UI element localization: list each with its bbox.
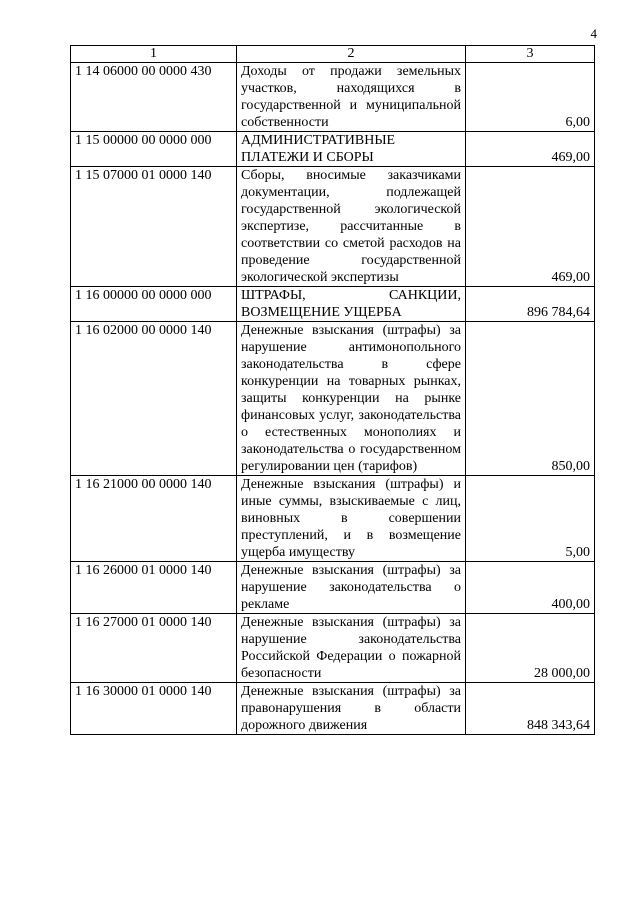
- row-amount: 896 784,64: [466, 287, 595, 322]
- budget-revenue-table: [70, 45, 595, 735]
- table-row: [71, 683, 595, 735]
- row-code: 1 16 21000 00 0000 140: [71, 476, 237, 562]
- table-row: [71, 132, 595, 167]
- row-description: Денежные взыскания (штрафы) за нарушение законодательства о рекламе: [237, 562, 466, 614]
- row-description: ШТРАФЫ, САНКЦИИ, ВОЗМЕЩЕНИЕ УЩЕРБА: [237, 287, 466, 322]
- row-code: 1 16 02000 00 0000 140: [71, 322, 237, 476]
- row-amount: 400,00: [466, 562, 595, 614]
- row-code: 1 16 27000 01 0000 140: [71, 614, 237, 683]
- table-row: [71, 322, 595, 476]
- row-code: 1 14 06000 00 0000 430: [71, 63, 237, 132]
- row-amount: 469,00: [466, 167, 595, 287]
- row-code: 1 16 30000 01 0000 140: [71, 683, 237, 735]
- row-description: Сборы, вносимые заказчиками документации, подлежащей государственной экологической экспертизе, рассчитанные в соответствии со сметой расходов на проведение государственной экологической экспертизы: [237, 167, 466, 287]
- table-row: [71, 287, 595, 322]
- row-amount: 5,00: [466, 476, 595, 562]
- table-row: [71, 167, 595, 287]
- row-code: 1 16 26000 01 0000 140: [71, 562, 237, 614]
- row-description: Доходы от продажи земельных участков, находящихся в государственной и муниципальной собственности: [237, 63, 466, 132]
- row-amount: 850,00: [466, 322, 595, 476]
- table-row: [71, 63, 595, 132]
- row-description: Денежные взыскания (штрафы) за нарушение законодательства Российской Федерации о пожарной безопасности: [237, 614, 466, 683]
- row-amount: 6,00: [466, 63, 595, 132]
- table-row: [71, 614, 595, 683]
- row-amount: 848 343,64: [466, 683, 595, 735]
- column-header-description: 2: [237, 46, 466, 63]
- row-code: 1 15 07000 01 0000 140: [71, 167, 237, 287]
- row-description: Денежные взыскания (штрафы) и иные суммы, взыскиваемые с лиц, виновных в совершении преступлений, и в возмещение ущерба имуществу: [237, 476, 466, 562]
- column-header-code: 1: [71, 46, 237, 63]
- row-code: 1 15 00000 00 0000 000: [71, 132, 237, 167]
- row-amount: 28 000,00: [466, 614, 595, 683]
- table-header-row: [71, 46, 595, 63]
- row-description: Денежные взыскания (штрафы) за правонарушения в области дорожного движения: [237, 683, 466, 735]
- row-amount: 469,00: [466, 132, 595, 167]
- page-number: 4: [590, 26, 597, 41]
- row-description: Денежные взыскания (штрафы) за нарушение антимонопольного законодательства в сфере конкуренции на товарных рынках, защиты конкуренции на рынке финансовых услуг, законодательства о естественных монополиях и законодательства о государственном регулировании цен (тарифов): [237, 322, 466, 476]
- row-code: 1 16 00000 00 0000 000: [71, 287, 237, 322]
- row-description: АДМИНИСТРАТИВНЫЕ ПЛАТЕЖИ И СБОРЫ: [237, 132, 466, 167]
- table-row: [71, 476, 595, 562]
- table-row: [71, 562, 595, 614]
- column-header-amount: 3: [466, 46, 595, 63]
